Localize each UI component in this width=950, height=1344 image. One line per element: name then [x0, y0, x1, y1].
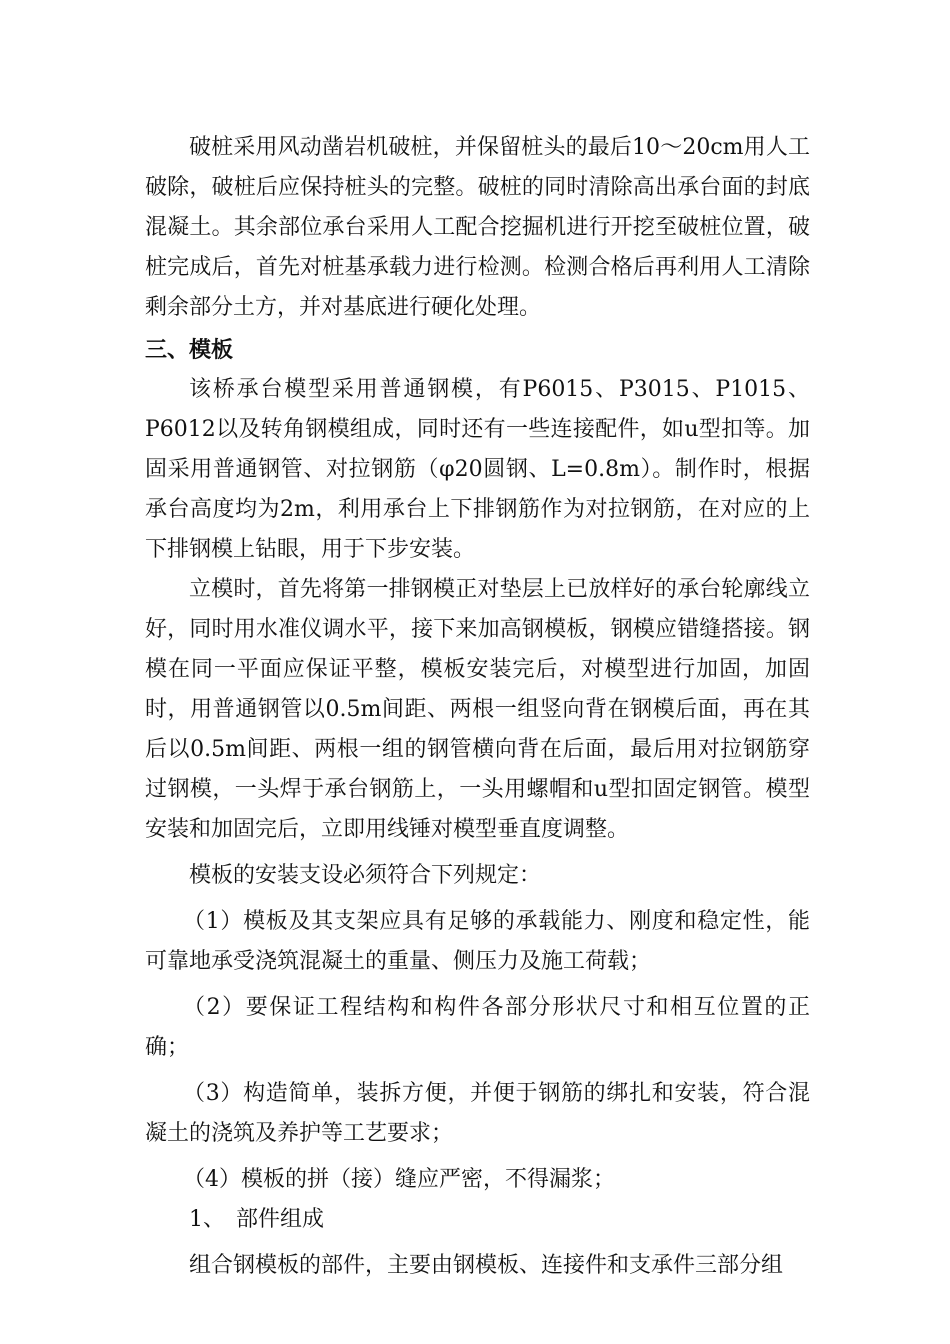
subheading-components: 1、 部件组成 [189, 1207, 324, 1232]
paragraph-formwork-materials: 该桥承台模型采用普通钢模，有P6015、P3015、P1015、P6012以及转角钢模组成，同时还有一些连接配件，如u型扣等。加固采用普通钢管、对拉钢筋（φ20圆钢、L=0.8m）。制作时，根据承台高度均为2m，利用承台上下排钢筋作为对拉钢筋，在对应的上下排钢模上钻眼，用于下步安装。 [145, 377, 810, 562]
section-heading-formwork: 三、模板 [145, 337, 234, 363]
paragraph-formwork-erection: 立模时，首先将第一排钢模正对垫层上已放样好的承台轮廓线立好，同时用水准仪调水平，接下来加高钢模板，钢模应错缝搭接。钢模在同一平面应保证平整，模板安装完后，对模型进行加固，加固时，用普通钢管以0.5m间距、两根一组竖向背在钢模后面，再在其后以0.5m间距、两根一组的钢管横向背在后面，最后用对拉钢筋穿过钢模，一头焊于承台钢筋上，一头用螺帽和u型扣固定钢管。模型安装和加固完后，立即用线锤对模型垂直度调整。 [145, 577, 810, 842]
paragraph-rules-intro: 模板的安装支设必须符合下列规定： [189, 863, 542, 888]
rule-item-4: （4）模板的拼（接）缝应严密，不得漏浆； [183, 1167, 615, 1192]
paragraph-components: 组合钢模板的部件，主要由钢模板、连接件和支承件三部分组 [189, 1253, 784, 1278]
rule-item-2: （2）要保证工程结构和构件各部分形状尺寸和相互位置的正确； [145, 995, 810, 1060]
paragraph-pile-breaking: 破桩采用风动凿岩机破桩，并保留桩头的最后10～20cm用人工破除，破桩后应保持桩头的完整。破桩的同时清除高出承台面的封底混凝土。其余部位承台采用人工配合挖掘机进行开挖至破桩位置，破桩完成后，首先对桩基承载力进行检测。检测合格后再利用人工清除剩余部分土方，并对基底进行硬化处理。 [145, 135, 810, 320]
document-body [145, 128, 810, 1286]
rule-item-1: （1）模板及其支架应具有足够的承载能力、刚度和稳定性，能可靠地承受浇筑混凝土的重量、侧压力及施工荷载； [145, 909, 810, 974]
rule-item-3: （3）构造简单，装拆方便，并便于钢筋的绑扎和安装，符合混凝土的浇筑及养护等工艺要求； [145, 1081, 810, 1146]
